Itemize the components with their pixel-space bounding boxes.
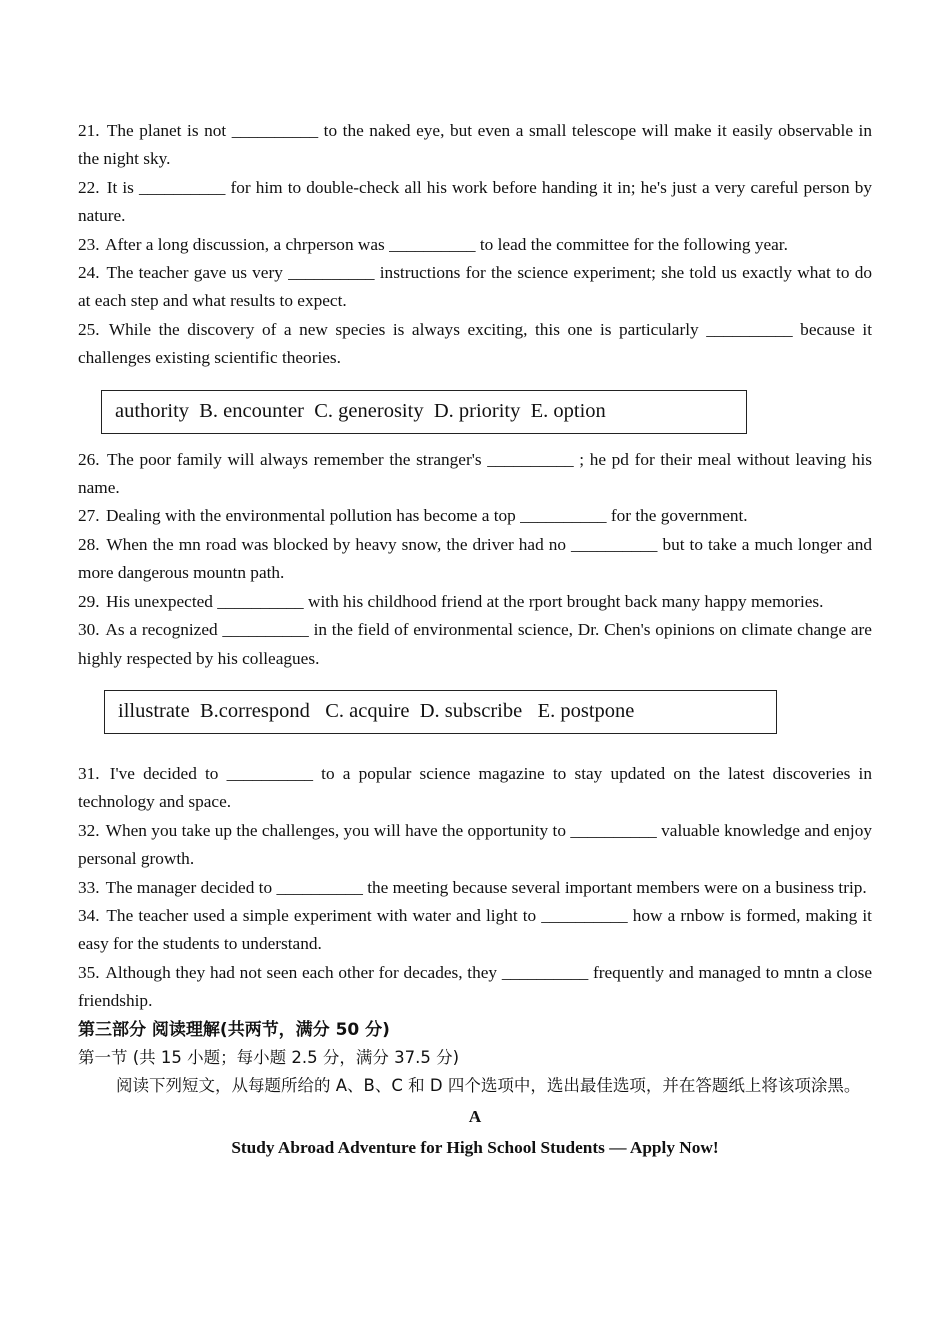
question-26: 26. The poor family will always remember the stranger's __________ ; he pd for their meal without leaving his name. — [78, 446, 872, 503]
answer-blank: __________ — [501, 962, 589, 982]
question-32: 32. When you take up the challenges, you will have the opportunity to __________ valuable knowledge and enjoy personal growth. — [78, 817, 872, 874]
question-21: 21. The planet is not __________ to the naked eye, but even a small telescope will make it easily observable in the night sky. — [78, 117, 872, 174]
exam-page — [78, 117, 872, 1163]
passage-label: A — [468, 1106, 482, 1126]
answer-blank: __________ — [138, 177, 226, 197]
answer-blank: __________ — [276, 877, 363, 897]
word-bank-box-1: authority B. encounter C. generosity D. priority E. option — [101, 390, 747, 434]
answer-blank: __________ — [226, 763, 313, 783]
question-31: 31. I've decided to __________ to a popular science magazine to stay updated on the latest discoveries in technology and space. — [78, 760, 872, 817]
question-group-21-25 — [78, 117, 872, 373]
answer-blank: __________ — [222, 620, 309, 640]
question-27: 27. Dealing with the environmental pollution has become a top __________ for the government. — [78, 502, 872, 530]
question-24: 24. The teacher gave us very __________ instructions for the science experiment; she told us exactly what to do at each step and what results to expect. — [78, 259, 872, 316]
question-23: 23. After a long discussion, a chrperson was __________ to lead the committee for the following year. — [78, 231, 872, 259]
answer-blank: __________ — [487, 449, 574, 469]
passage-title: Study Abroad Adventure for High School Students — Apply Now! — [231, 1137, 719, 1157]
question-28: 28. When the mn road was blocked by heavy snow, the driver had no __________ but to take a much longer and more dangerous mountn path. — [78, 531, 872, 588]
question-group-31-35 — [78, 760, 872, 1016]
answer-blank: __________ — [520, 506, 607, 526]
question-29: 29. His unexpected __________ with his childhood friend at the rport brought back many happy memories. — [78, 588, 872, 616]
section-instructions: 阅读下列短文，从每题所给的 A、B、C 和 D 四个选项中，选出最佳选项，并在答题纸上将该项涂黑。 — [116, 1076, 861, 1096]
answer-blank: __________ — [217, 591, 304, 611]
question-33: 33. The manager decided to __________ the meeting because several important members were on a business trip. — [78, 874, 872, 902]
answer-blank: __________ — [389, 234, 476, 254]
question-25: 25. While the discovery of a new species is always exciting, this one is particularly __________ because it challenges existing scientific theories. — [78, 316, 872, 373]
answer-blank: __________ — [288, 263, 375, 283]
answer-blank: __________ — [231, 121, 319, 140]
question-22: 22. It is __________ for him to double-check all his work before handing it in; he's just a very careful person by nature. — [78, 174, 872, 231]
section-subtitle: 第一节 (共 15 小题；每小题 2.5 分，满分 37.5 分) — [78, 1047, 460, 1067]
answer-blank: __________ — [570, 820, 657, 840]
question-30: 30. As a recognized __________ in the field of environmental science, Dr. Chen's opinions on climate change are highly respected by his colleagues. — [78, 616, 872, 673]
question-35: 35. Although they had not seen each other for decades, they __________ frequently and managed to mntn a close friendship. — [78, 959, 872, 1016]
answer-blank: __________ — [541, 905, 628, 925]
question-group-26-30 — [78, 446, 872, 673]
question-34: 34. The teacher used a simple experiment with water and light to __________ how a rnbow is formed, making it easy for the students to understand. — [78, 902, 872, 959]
word-bank-box-2: illustrate B.correspond C. acquire D. subscribe E. postpone — [104, 690, 777, 734]
section-title: 第三部分 阅读理解(共两节，满分 50 分) — [78, 1019, 390, 1040]
answer-blank: __________ — [571, 534, 658, 554]
answer-blank: __________ — [706, 319, 793, 339]
